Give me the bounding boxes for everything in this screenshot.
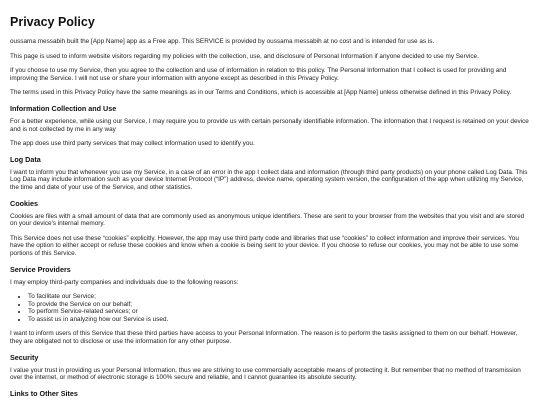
section-heading-collection: Information Collection and Use [10, 103, 117, 113]
intro-paragraph-4: The terms used in this Privacy Policy have the same meanings as in our Terms and Conditions, which is accessible at [App Name] unless otherwise defined in this Privacy Policy. [10, 89, 512, 97]
collection-paragraph-2: The app does use third party services that may collect information used to identify you. [10, 140, 255, 148]
service-providers-lead: I may employ third-party companies and individuals due to the following reasons: [10, 278, 239, 286]
section-heading-log-data: Log Data [10, 154, 41, 164]
intro-paragraph-1: oussama messabih built the [App Name] app as a Free app. This SERVICE is provided by oussama messabih at no cost and is intended for use as is. [10, 38, 435, 45]
intro-paragraph-3: If you choose to use my Service, then you agree to the collection and use of information in relation to this policy. The Personal Information that I collect is used for providing and improving the Service. I will not use or share your information with anyone except as described in this Privacy Policy. [10, 67, 507, 82]
log-data-paragraph: I want to inform you that whenever you use my Service, in a case of an error in the app I collect data and information (through third party products) on your phone called Log Data. This Log Data may include information such as your device Internet Protocol (“IP”) address, device name, operating system version, the configuration of the app when utilizing my Service, the time and date of your use of the Service, and other statistics. [10, 168, 528, 191]
cookies-paragraph-2: This Service does not use these “cookies” explicitly. However, the app may use third party code and libraries that use “cookies” to collect information and improve their services. You have the option to either accept or refuse these cookies and know when a cookie is being sent to your device. If you choose to refuse our cookies, you may not be able to use some portions of this Service. [10, 234, 519, 257]
list-item: • To assist us in analyzing how our Service is used. [28, 316, 530, 324]
intro-paragraph-2: This page is used to inform website visitors regarding my policies with the collection, use, and disclosure of Personal Information if anyone decided to use my Service. [10, 52, 479, 60]
section-heading-links: Links to Other Sites [10, 388, 78, 398]
section-heading-security: Security [10, 352, 39, 362]
collection-paragraph-1: For a better experience, while using our Service, I may require you to provide us with certain personally identifiable information. The information that I request is retained on your device and is not collected by me in any way [10, 117, 529, 133]
list-item: • To facilitate our Service; [28, 293, 530, 301]
list-item: • To provide the Service on our behalf; [28, 301, 530, 309]
service-providers-after: I want to inform users of this Service that these third parties have access to your Personal Information. The reason is to perform the tasks assigned to them on our behalf. However, they are obligated not to disclose or use the information for any other purpose. [10, 330, 518, 346]
section-heading-cookies: Cookies [10, 198, 38, 208]
service-providers-list [10, 293, 530, 323]
page-title: Privacy Policy [10, 15, 95, 29]
list-item: • To perform Service-related services; or [28, 308, 530, 316]
cookies-paragraph-1: Cookies are files with a small amount of data that are commonly used as anonymous unique identifiers. These are sent to your browser from the websites that you visit and are stored on your device's internal memory. [10, 212, 525, 228]
security-paragraph: I value your trust in providing us your Personal Information, thus we are striving to use commercially acceptable means of protecting it. But remember that no method of transmission over the internet, or method of electronic storage is 100% secure and reliable, and I cannot guarantee its absolute security. [10, 366, 521, 382]
section-heading-service-providers: Service Providers [10, 264, 71, 274]
